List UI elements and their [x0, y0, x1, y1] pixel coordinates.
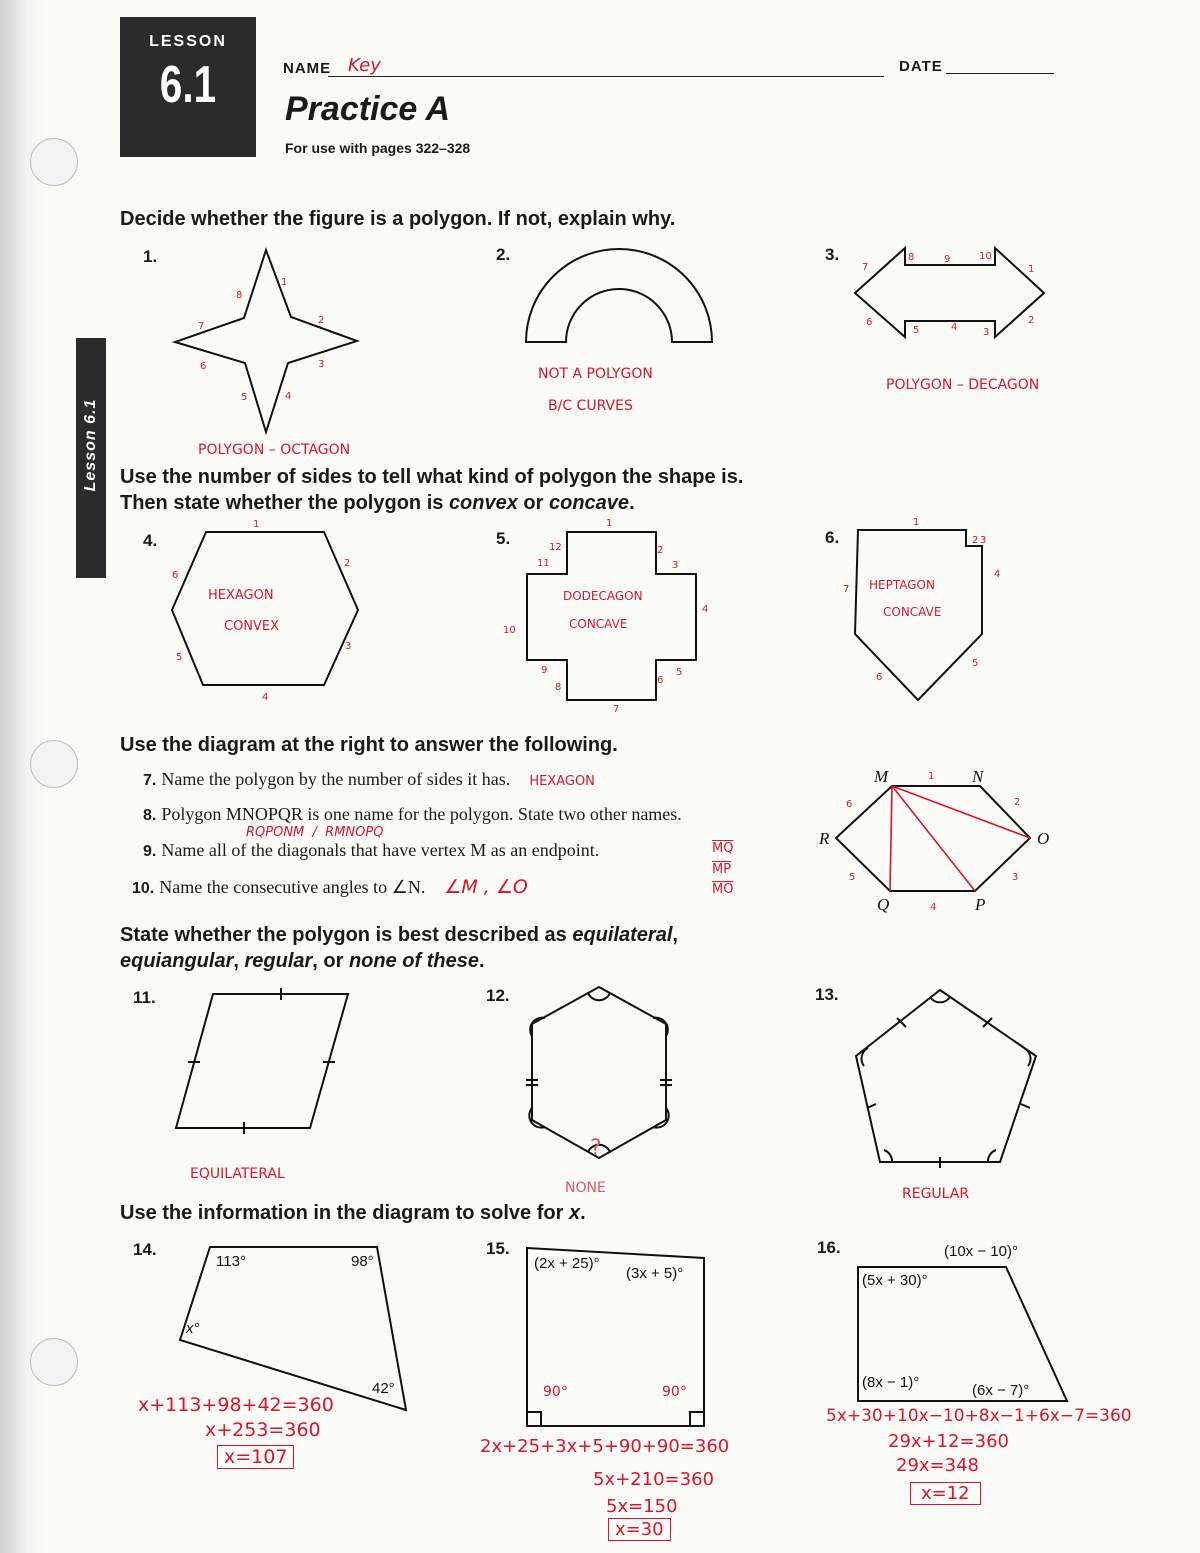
q4-mark-5: 5 — [176, 652, 183, 663]
q5-mark-7: 7 — [613, 704, 620, 715]
q6-number: 6. — [825, 528, 840, 547]
section1-heading: Decide whether the figure is a polygon. If not, explain why. — [120, 208, 676, 230]
q7-number: 7. — [143, 772, 157, 789]
q11-answer: EQUILATERAL — [190, 1166, 285, 1182]
q4-mark-3: 3 — [345, 641, 352, 652]
concave-word: concave — [549, 492, 630, 514]
comma-3: , or — [312, 950, 349, 972]
q5-number: 5. — [496, 529, 511, 548]
q4-answer-line2: CONVEX — [224, 619, 280, 634]
section5-x: x — [568, 1202, 581, 1224]
q15-angle-1: (2x + 25)° — [534, 1255, 600, 1272]
lesson-number: 6.1 — [159, 56, 217, 114]
vertex-o: O — [1037, 829, 1050, 848]
page-title: Practice A — [285, 90, 451, 128]
q8-text: Polygon MNOPQR is one name for the polygon. State two other names. — [161, 804, 682, 824]
q5-answer-line1: DODECAGON — [563, 589, 643, 603]
q10-number: 10. — [132, 880, 155, 897]
q2-answer-line2: B/C CURVES — [548, 398, 633, 414]
q10-answer: ∠M , ∠O — [444, 876, 528, 898]
vertex-p: P — [975, 895, 986, 914]
q7-answer: HEXAGON — [529, 774, 595, 789]
q3-mark-8: 8 — [908, 252, 915, 263]
q6-mark-4: 4 — [994, 569, 1001, 580]
name-label: NAME — [283, 60, 332, 77]
q5-mark-6: 6 — [657, 675, 664, 686]
q16-angle-3: (8x − 1)° — [862, 1374, 920, 1391]
q15-angle-4: 90° — [662, 1384, 687, 1400]
word-regular: regular — [244, 950, 313, 972]
q16-angle-4: (6x − 7)° — [972, 1382, 1030, 1399]
q15-angle-3: 90° — [543, 1384, 568, 1400]
q4-mark-4: 4 — [262, 692, 269, 703]
q3-mark-6: 6 — [866, 317, 873, 328]
q6-mark-6: 6 — [876, 672, 883, 683]
q2-number: 2. — [496, 245, 511, 264]
q14-number: 14. — [133, 1240, 157, 1259]
q6-mark-1: 1 — [913, 517, 920, 528]
q1-mark-1: 1 — [281, 277, 288, 288]
q9-answer-2: $\overline{MP}$ — [712, 862, 732, 877]
q4-answer-line1: HEXAGON — [208, 588, 274, 603]
q5-mark-8: 8 — [555, 682, 562, 693]
q14-angle-2: 98° — [351, 1253, 374, 1270]
comma-1: , — [672, 924, 678, 946]
q13-number: 13. — [815, 985, 839, 1004]
q5-mark-11: 11 — [537, 558, 550, 569]
section4-period: . — [478, 950, 485, 972]
q14-work-1: x+113+98+42=360 — [138, 1394, 334, 1416]
q10-text: Name the consecutive angles to ∠N. — [159, 877, 426, 897]
q16-work-2: 29x+12=360 — [888, 1431, 1009, 1452]
section5-period: . — [580, 1202, 586, 1224]
q1-number: 1. — [143, 247, 158, 266]
q3-mark-1: 1 — [1028, 264, 1035, 275]
q16-number: 16. — [817, 1238, 841, 1257]
q16-work-3: 29x=348 — [896, 1455, 979, 1476]
q16-angle-1: (10x − 10)° — [944, 1243, 1018, 1260]
q1-mark-3: 3 — [318, 359, 325, 370]
q1-mark-7: 7 — [198, 321, 205, 332]
q3-mark-7: 7 — [862, 262, 869, 273]
q1-mark-2: 2 — [318, 315, 325, 326]
q6-mark-2: 2 — [972, 535, 979, 546]
q6-mark-3: 3 — [980, 535, 987, 546]
word-equiangular: equiangular — [120, 950, 234, 972]
q6-mark-5: 5 — [972, 658, 979, 669]
q16-work-4: x=12 — [910, 1482, 981, 1505]
q14-angle-4: 42° — [372, 1380, 395, 1397]
q11-number: 11. — [133, 988, 156, 1007]
comma-2: , — [233, 950, 245, 972]
q3-number: 3. — [825, 245, 840, 264]
q1-mark-5: 5 — [241, 392, 248, 403]
q1-mark-6: 6 — [200, 361, 207, 372]
diagram-mark-2: 2 — [1014, 797, 1021, 808]
q8-answer: RQPONM / RMNOPQ — [246, 825, 384, 840]
diagram-mark-4: 4 — [930, 902, 937, 913]
section2-heading-line1: Use the number of sides to tell what kind of polygon the shape is. — [120, 466, 744, 488]
q3-mark-9: 9 — [944, 254, 951, 265]
vertex-q: Q — [877, 895, 890, 914]
q15-work-2: 5x+210=360 — [593, 1469, 714, 1490]
q4-mark-1: 1 — [253, 519, 260, 530]
word-none-of-these: none of these — [348, 950, 479, 972]
section3-heading: Use the diagram at the right to answer the following. — [120, 734, 618, 756]
q3-mark-10: 10 — [979, 251, 992, 262]
q9-answer-1: $\overline{MQ}$ — [712, 841, 734, 856]
q3-mark-3: 3 — [983, 327, 990, 338]
q8-number: 8. — [143, 807, 157, 824]
lesson-label: LESSON — [149, 33, 227, 50]
section2-period: . — [629, 492, 635, 514]
q14-angle-1: 113° — [216, 1253, 246, 1270]
q5-mark-3: 3 — [672, 560, 679, 571]
q5-mark-5: 5 — [676, 667, 683, 678]
q12-answer: NONE — [565, 1180, 606, 1196]
q1-answer: POLYGON – OCTAGON — [198, 442, 351, 458]
q15-work-4: x=30 — [608, 1518, 671, 1541]
diagram-mark-1: 1 — [928, 771, 935, 782]
q4-mark-6: 6 — [172, 570, 179, 581]
q5-mark-12: 12 — [549, 542, 562, 553]
section4-heading-pre: State whether the polygon is best described as — [120, 924, 573, 946]
q3-mark-4: 4 — [951, 322, 958, 333]
q4-mark-2: 2 — [344, 558, 351, 569]
side-tab-label: Lesson 6.1 — [82, 398, 99, 492]
q5-mark-9: 9 — [541, 665, 548, 676]
q7-text: Name the polygon by the number of sides it has. — [161, 769, 511, 789]
q15-angle-2: (3x + 5)° — [626, 1265, 684, 1282]
q5-mark-4: 4 — [702, 604, 709, 615]
pages-note: For use with pages 322–328 — [285, 140, 471, 156]
q12-number: 12. — [486, 986, 510, 1005]
q2-answer-line1: NOT A POLYGON — [538, 366, 653, 382]
q9-number: 9. — [143, 843, 157, 860]
word-equilateral: equilateral — [572, 924, 673, 946]
diagram-mark-3: 3 — [1012, 872, 1019, 883]
date-label: DATE — [899, 58, 943, 75]
diagram-mark-6: 6 — [846, 799, 853, 810]
q6-answer-line2: CONCAVE — [883, 605, 942, 619]
q6-mark-7: 7 — [843, 584, 850, 595]
q6-answer-line1: HEPTAGON — [869, 578, 935, 592]
q3-mark-2: 2 — [1028, 315, 1035, 326]
q15-work-1: 2x+25+3x+5+90+90=360 — [480, 1436, 730, 1457]
q4-number: 4. — [143, 531, 158, 550]
section5-heading-pre: Use the information in the diagram to solve for — [120, 1202, 569, 1224]
q5-mark-10: 10 — [503, 625, 516, 636]
q5-mark-1: 1 — [606, 518, 613, 529]
q1-mark-4: 4 — [285, 391, 292, 402]
q14-work-2: x+253=360 — [205, 1419, 321, 1441]
q14-angle-3: x° — [186, 1320, 200, 1337]
name-value: Key — [348, 55, 381, 76]
or-word: or — [517, 492, 549, 514]
q16-angle-2: (5x + 30)° — [862, 1272, 928, 1289]
q3-answer: POLYGON – DECAGON — [886, 377, 1040, 393]
q16-work-1: 5x+30+10x−10+8x−1+6x−7=360 — [826, 1406, 1132, 1426]
q3-mark-5: 5 — [913, 325, 920, 336]
section2-heading-pre: Then state whether the polygon is — [120, 492, 449, 514]
q15-work-3: 5x=150 — [606, 1496, 678, 1517]
q15-number: 15. — [486, 1239, 510, 1258]
q5-mark-2: 2 — [657, 545, 664, 556]
q9-answer-3: $\overline{MO}$ — [712, 882, 734, 897]
q5-answer-line2: CONCAVE — [569, 617, 628, 631]
diagram-mark-5: 5 — [849, 872, 856, 883]
vertex-m: M — [874, 767, 889, 786]
convex-word: convex — [448, 492, 518, 514]
q9-text: Name all of the diagonals that have vertex M as an endpoint. — [161, 840, 600, 860]
q12-note: ? — [590, 1136, 602, 1161]
q14-work-3: x=107 — [217, 1445, 294, 1469]
vertex-r: R — [819, 829, 830, 848]
q13-answer: REGULAR — [902, 1186, 970, 1202]
q1-mark-8: 8 — [236, 290, 243, 301]
vertex-n: N — [972, 767, 984, 786]
